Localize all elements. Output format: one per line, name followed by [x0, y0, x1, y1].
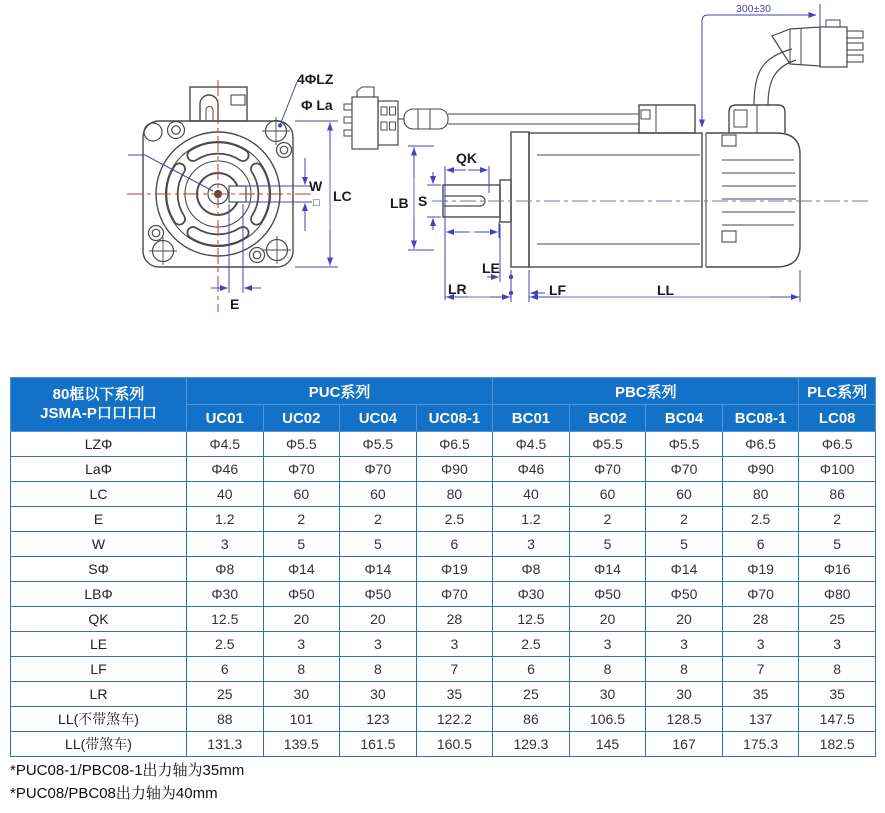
row-label: LZΦ [11, 432, 187, 457]
label-cable-length: 300±30 [736, 3, 771, 15]
spec-cell: Φ6.5 [799, 432, 876, 457]
spec-cell: 129.3 [493, 732, 570, 757]
label-lf: LF [549, 282, 567, 298]
table-row [11, 432, 876, 457]
spec-cell: 145 [569, 732, 646, 757]
spec-cell: Φ70 [263, 457, 340, 482]
label-ll: LL [657, 282, 675, 298]
spec-cell: 3 [263, 632, 340, 657]
spec-cell: 30 [569, 682, 646, 707]
spec-cell: Φ100 [799, 457, 876, 482]
spec-cell: 101 [263, 707, 340, 732]
spec-cell: 2.5 [493, 632, 570, 657]
table-row [11, 682, 876, 707]
spec-cell: 30 [340, 682, 417, 707]
spec-cell: 2 [799, 507, 876, 532]
table-group-row [11, 378, 876, 405]
spec-cell: 6 [722, 532, 799, 557]
column-header: BC04 [646, 405, 723, 432]
spec-cell: Φ90 [722, 457, 799, 482]
spec-cell: Φ30 [187, 582, 264, 607]
series-title-cell [11, 378, 187, 432]
spec-cell: 2 [646, 507, 723, 532]
spec-cell: Φ70 [569, 457, 646, 482]
spec-cell: 35 [799, 682, 876, 707]
spec-cell: 25 [187, 682, 264, 707]
spec-cell: 60 [263, 482, 340, 507]
column-header: UC08-1 [416, 405, 493, 432]
spec-cell: Φ14 [646, 557, 723, 582]
label-w: W [309, 178, 323, 194]
row-label: LE [11, 632, 187, 657]
spec-cell: 80 [722, 482, 799, 507]
table-row [11, 482, 876, 507]
side-view-outline [344, 20, 863, 267]
label-le: LE [482, 260, 500, 276]
spec-cell: Φ5.5 [340, 432, 417, 457]
spec-cell: Φ6.5 [416, 432, 493, 457]
spec-cell: 60 [340, 482, 417, 507]
spec-cell: 8 [646, 657, 723, 682]
spec-cell: 25 [799, 607, 876, 632]
spec-table-body [11, 432, 876, 757]
spec-cell: Φ50 [263, 582, 340, 607]
spec-cell: 3 [416, 632, 493, 657]
spec-cell: 3 [799, 632, 876, 657]
spec-cell: Φ80 [799, 582, 876, 607]
spec-table [10, 377, 876, 757]
label-lr: LR [448, 281, 467, 297]
drawing-labels [230, 3, 771, 312]
spec-cell: Φ4.5 [187, 432, 264, 457]
spec-cell: Φ4.5 [493, 432, 570, 457]
spec-cell: 160.5 [416, 732, 493, 757]
spec-cell: 60 [569, 482, 646, 507]
spec-cell: 2.5 [187, 632, 264, 657]
spec-cell: Φ5.5 [263, 432, 340, 457]
row-label: LL(不带煞车) [11, 707, 187, 732]
spec-cell: Φ5.5 [569, 432, 646, 457]
spec-cell: 167 [646, 732, 723, 757]
spec-cell: 147.5 [799, 707, 876, 732]
spec-cell: 80 [416, 482, 493, 507]
spec-cell: 5 [569, 532, 646, 557]
row-label: LL(带煞车) [11, 732, 187, 757]
table-row [11, 707, 876, 732]
table-row [11, 532, 876, 557]
table-row [11, 457, 876, 482]
spec-cell: 30 [263, 682, 340, 707]
spec-cell: 86 [493, 707, 570, 732]
spec-cell: 20 [569, 607, 646, 632]
table-row [11, 657, 876, 682]
spec-cell: 12.5 [187, 607, 264, 632]
table-row [11, 507, 876, 532]
label-s: S [418, 193, 428, 209]
spec-cell: 182.5 [799, 732, 876, 757]
series-title-line2: JSMA-P口口口口 [40, 404, 157, 422]
spec-cell: 2.5 [416, 507, 493, 532]
column-header: BC01 [493, 405, 570, 432]
spec-cell: 2 [263, 507, 340, 532]
spec-cell: 8 [263, 657, 340, 682]
label-qk: QK [456, 150, 477, 166]
spec-cell: 131.3 [187, 732, 264, 757]
column-group: PLC系列 [799, 378, 876, 405]
spec-cell: 3 [340, 632, 417, 657]
spec-cell: 35 [416, 682, 493, 707]
spec-cell: 161.5 [340, 732, 417, 757]
spec-cell: 7 [722, 657, 799, 682]
spec-cell: Φ16 [799, 557, 876, 582]
spec-cell: 30 [646, 682, 723, 707]
spec-cell: 86 [799, 482, 876, 507]
spec-cell: Φ50 [569, 582, 646, 607]
table-row [11, 732, 876, 757]
spec-cell: 40 [493, 482, 570, 507]
spec-cell: 5 [340, 532, 417, 557]
spec-cell: 20 [340, 607, 417, 632]
spec-cell: 6 [493, 657, 570, 682]
spec-cell: 6 [187, 657, 264, 682]
spec-cell: Φ14 [263, 557, 340, 582]
row-label: LC [11, 482, 187, 507]
label-lc-square: □ [313, 197, 320, 209]
spec-cell: Φ8 [493, 557, 570, 582]
row-label: LBΦ [11, 582, 187, 607]
label-4phi-lz: 4ΦLZ [297, 71, 334, 87]
label-lc: LC [333, 188, 352, 204]
column-group: PUC系列 [187, 378, 493, 405]
spec-cell: 12.5 [493, 607, 570, 632]
spec-cell: 175.3 [722, 732, 799, 757]
spec-cell: Φ8 [187, 557, 264, 582]
spec-cell: 3 [646, 632, 723, 657]
spec-cell: 20 [263, 607, 340, 632]
label-e: E [230, 296, 240, 312]
spec-cell: Φ70 [722, 582, 799, 607]
spec-cell: 5 [799, 532, 876, 557]
spec-cell: Φ70 [646, 457, 723, 482]
spec-cell: 128.5 [646, 707, 723, 732]
spec-cell: Φ50 [340, 582, 417, 607]
spec-cell: Φ70 [416, 582, 493, 607]
spec-cell: 8 [569, 657, 646, 682]
spec-cell: Φ14 [569, 557, 646, 582]
label-phi-la: Φ La [301, 97, 333, 113]
spec-cell: 28 [722, 607, 799, 632]
series-title-line1: 80框以下系列 [52, 385, 145, 403]
spec-cell: 123 [340, 707, 417, 732]
column-group: PBC系列 [493, 378, 799, 405]
spec-cell: 25 [493, 682, 570, 707]
column-header: UC02 [263, 405, 340, 432]
column-header: BC02 [569, 405, 646, 432]
row-label: LR [11, 682, 187, 707]
column-header: UC04 [340, 405, 417, 432]
spec-cell: Φ70 [340, 457, 417, 482]
row-label: SΦ [11, 557, 187, 582]
spec-cell: Φ19 [416, 557, 493, 582]
spec-table-head [11, 378, 876, 432]
spec-cell: 2 [340, 507, 417, 532]
spec-cell: Φ46 [187, 457, 264, 482]
row-label: QK [11, 607, 187, 632]
spec-cell: 6 [416, 532, 493, 557]
spec-cell: 8 [799, 657, 876, 682]
spec-cell: 139.5 [263, 732, 340, 757]
row-label: W [11, 532, 187, 557]
footnote-2: *PUC08/PBC08出力轴为40mm [10, 784, 218, 802]
table-row [11, 632, 876, 657]
row-label: LaΦ [11, 457, 187, 482]
spec-cell: 40 [187, 482, 264, 507]
spec-cell: 35 [722, 682, 799, 707]
spec-cell: 3 [569, 632, 646, 657]
row-label: LF [11, 657, 187, 682]
spec-cell: 8 [340, 657, 417, 682]
spec-cell: Φ5.5 [646, 432, 723, 457]
footnotes [10, 760, 244, 805]
spec-cell: 3 [722, 632, 799, 657]
spec-cell: 3 [187, 532, 264, 557]
spec-cell: Φ19 [722, 557, 799, 582]
spec-cell: Φ6.5 [722, 432, 799, 457]
spec-cell: 3 [493, 532, 570, 557]
spec-cell: 1.2 [187, 507, 264, 532]
table-row [11, 607, 876, 632]
column-header: BC08-1 [722, 405, 799, 432]
spec-cell: 5 [646, 532, 723, 557]
spec-cell: 106.5 [569, 707, 646, 732]
spec-cell: 60 [646, 482, 723, 507]
column-header: UC01 [187, 405, 264, 432]
spec-cell: 137 [722, 707, 799, 732]
spec-cell: Φ14 [340, 557, 417, 582]
table-row [11, 582, 876, 607]
spec-cell: Φ50 [646, 582, 723, 607]
spec-cell: 7 [416, 657, 493, 682]
column-header: LC08 [799, 405, 876, 432]
motor-dimension-drawing [0, 0, 885, 372]
row-label: E [11, 507, 187, 532]
table-row [11, 557, 876, 582]
spec-cell: Φ46 [493, 457, 570, 482]
spec-cell: Φ30 [493, 582, 570, 607]
spec-cell: 2 [569, 507, 646, 532]
spec-cell: 122.2 [416, 707, 493, 732]
spec-cell: Φ90 [416, 457, 493, 482]
label-lb: LB [390, 195, 409, 211]
spec-cell: 1.2 [493, 507, 570, 532]
spec-cell: 5 [263, 532, 340, 557]
spec-cell: 2.5 [722, 507, 799, 532]
footnote-1: *PUC08-1/PBC08-1出力轴为35mm [10, 762, 245, 779]
spec-cell: 88 [187, 707, 264, 732]
spec-cell: 20 [646, 607, 723, 632]
spec-cell: 28 [416, 607, 493, 632]
